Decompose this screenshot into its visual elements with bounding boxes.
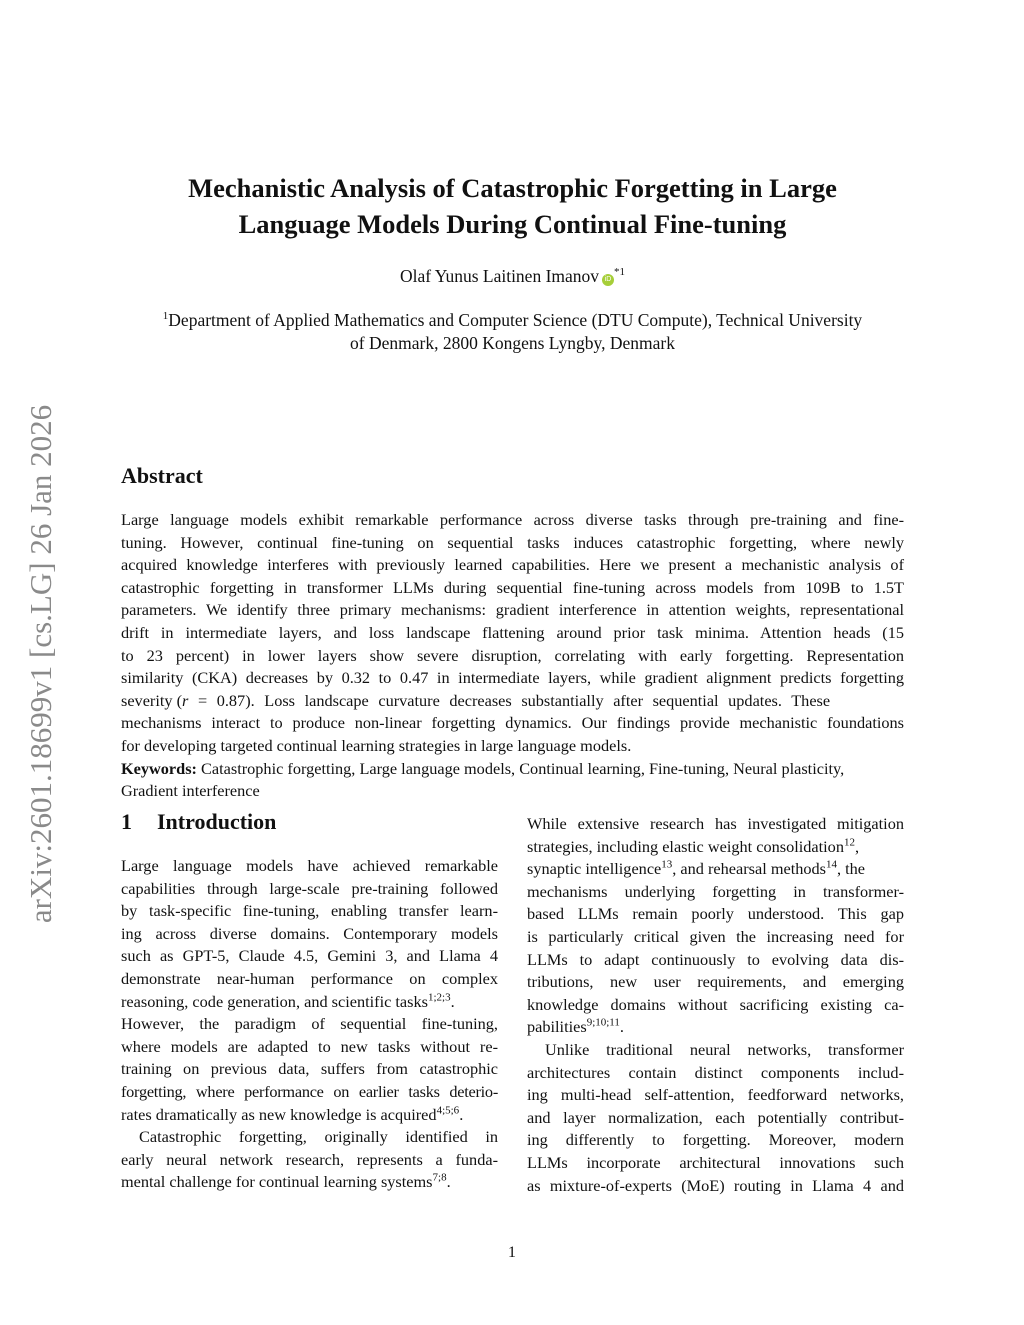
intro-right-column bbox=[527, 813, 904, 1197]
body-line bbox=[121, 1104, 498, 1127]
body-line: Unlike traditional neural networks, transformer bbox=[545, 1039, 904, 1059]
body-line: ing across diverse domains. Contemporary models bbox=[121, 923, 498, 943]
body-line: tributions, new user requirements, and emerging bbox=[527, 972, 904, 992]
section-title: Introduction bbox=[157, 809, 277, 834]
body-line: early neural network research, represents a funda- bbox=[121, 1149, 498, 1169]
abstract-line: to 23 percent) in lower layers show severe disruption, correlating with early forgetting. Representation bbox=[121, 645, 904, 665]
body-line: Large language models have achieved remarkable bbox=[121, 856, 498, 875]
keywords-label: Keywords: bbox=[121, 758, 197, 778]
author-marks: *1 bbox=[614, 266, 626, 279]
abstract-line: Large language models exhibit remarkable performance across diverse tasks through pre-training and fine- bbox=[121, 510, 904, 529]
section-number: 1 bbox=[121, 809, 132, 834]
page-number: 1 bbox=[507, 1242, 517, 1261]
body-text: reasoning, code generation, and scientific tasks bbox=[121, 991, 428, 1011]
affiliation-line: of Denmark, 2800 Kongens Lyngby, Denmark bbox=[350, 333, 675, 353]
body-line bbox=[527, 858, 904, 881]
body-text: . bbox=[446, 1172, 451, 1192]
body-line bbox=[527, 836, 904, 859]
body-text: strategies, including elastic weight consolidation bbox=[527, 836, 844, 856]
affiliation-line: Department of Applied Mathematics and Computer Science (DTU Compute), Technical University bbox=[168, 310, 863, 330]
abstract-line: drift in intermediate layers, and loss landscape flattening around prior task minima. Attention heads (15 bbox=[121, 622, 904, 642]
body-line: by task-specific fine-tuning, enabling transfer learn- bbox=[121, 901, 498, 921]
body-line: LLMs to adapt continuously to evolving data dis- bbox=[527, 949, 904, 969]
citation[interactable]: 4;5;6 bbox=[436, 1104, 460, 1117]
citation[interactable]: 12 bbox=[843, 836, 855, 849]
body-line: Catastrophic forgetting, originally identified in bbox=[139, 1127, 498, 1147]
body-line: knowledge domains without sacrificing existing ca- bbox=[527, 994, 904, 1014]
body-line bbox=[121, 1171, 498, 1194]
abstract-heading: Abstract bbox=[121, 463, 203, 488]
author-name: Olaf Yunus Laitinen Imanov bbox=[399, 266, 600, 286]
body-text: . bbox=[619, 1017, 624, 1037]
body-line: However, the paradigm of sequential fine-tuning, bbox=[121, 1014, 498, 1034]
body-line: where models are adapted to new tasks without re- bbox=[121, 1036, 498, 1056]
body-text: . bbox=[450, 991, 455, 1011]
abstract-line: acquired knowledge interferes with previously learned capabilities. Here we present a mechanistic analysis of bbox=[121, 555, 904, 575]
body-line: mechanisms underlying forgetting in transformer- bbox=[527, 881, 904, 901]
body-line: capabilities through large-scale pre-training followed bbox=[121, 878, 498, 898]
body-line: While extensive research has investigated mitigation bbox=[527, 814, 904, 833]
abstract-line: mechanisms interact to produce non-linear forgetting dynamics. Our findings provide mechanistic foundations bbox=[121, 713, 904, 733]
citation[interactable]: 13 bbox=[661, 858, 673, 871]
abstract-text: severity ( bbox=[121, 690, 183, 710]
body-line: demonstrate near-human performance on complex bbox=[121, 968, 498, 988]
orcid-icon[interactable]: iD bbox=[602, 274, 614, 286]
body-text: , and rehearsal methods bbox=[672, 859, 826, 879]
keywords-line bbox=[121, 758, 904, 781]
abstract-line: catastrophic forgetting in transformer LLMs during sequential fine-tuning across models from 109B to 1.5T bbox=[121, 577, 904, 597]
abstract-line: for developing targeted continual learning strategies in large language models. bbox=[121, 735, 632, 755]
body-text: . bbox=[459, 1104, 464, 1124]
body-text: mental challenge for continual learning systems bbox=[121, 1172, 433, 1192]
abstract-line: similarity (CKA) decreases by 0.32 to 0.47 in intermediate layers, while gradient alignment predicts forgetting bbox=[121, 668, 904, 688]
keywords-line: Gradient interference bbox=[121, 781, 260, 801]
citation[interactable]: 9;10;11 bbox=[586, 1016, 620, 1029]
body-text: , bbox=[854, 836, 860, 856]
paper-title bbox=[121, 170, 904, 242]
body-line: based LLMs remain poorly understood. This gap bbox=[527, 904, 904, 924]
body-line: ing multi-head self-attention, feedforward networks, bbox=[527, 1085, 904, 1105]
body-line: forgetting, where performance on earlier tasks deterio- bbox=[121, 1081, 498, 1101]
title-line: Language Models During Continual Fine-tuning bbox=[238, 209, 787, 239]
arxiv-identifier: arXiv:2601.18699v1 [cs.LG] 26 Jan 2026 bbox=[23, 404, 58, 924]
abstract-math: r bbox=[182, 690, 189, 710]
title-line: Mechanistic Analysis of Catastrophic Forgetting in Large bbox=[188, 173, 837, 203]
citation[interactable]: 14 bbox=[826, 858, 837, 871]
body-line: training on previous data, suffers from catastrophic bbox=[121, 1059, 498, 1079]
body-line: and layer normalization, each potentially contribut- bbox=[527, 1107, 904, 1127]
body-line: LLMs incorporate architectural innovations such bbox=[527, 1152, 904, 1172]
abstract-line bbox=[121, 690, 904, 713]
body-line: is particularly critical given the increasing need for bbox=[527, 926, 904, 946]
affiliation bbox=[121, 309, 904, 355]
body-line: architectures contain distinct components includ- bbox=[527, 1062, 904, 1082]
abstract-body bbox=[121, 509, 904, 803]
body-line: as mixture-of-experts (MoE) routing in Llama 4 and bbox=[527, 1175, 904, 1195]
affiliation-mark: 1 bbox=[162, 310, 169, 323]
author-line bbox=[121, 264, 904, 288]
body-line bbox=[527, 1016, 904, 1039]
body-text: pabilities bbox=[527, 1017, 587, 1037]
body-line bbox=[121, 991, 498, 1014]
citation[interactable]: 1;2;3 bbox=[427, 991, 451, 1004]
body-text: , the bbox=[837, 859, 866, 879]
abstract-text: = 0.87). Loss landscape curvature decreases substantially after sequential updates. These bbox=[188, 690, 831, 710]
abstract-line: parameters. We identify three primary mechanisms: gradient interference in attention weights, representational bbox=[121, 600, 904, 620]
citation[interactable]: 7;8 bbox=[432, 1171, 447, 1184]
intro-left-column bbox=[121, 855, 498, 1194]
abstract-line: tuning. However, continual fine-tuning on sequential tasks induces catastrophic forgetting, where newly bbox=[121, 532, 904, 552]
arxiv-sidebar-stamp bbox=[22, 372, 60, 956]
body-line: such as GPT-5, Claude 4.5, Gemini 3, and Llama 4 bbox=[121, 946, 498, 966]
body-text: rates dramatically as new knowledge is acquired bbox=[121, 1104, 437, 1124]
body-text: synaptic intelligence bbox=[527, 859, 662, 879]
body-line: ing differently to forgetting. Moreover, modern bbox=[527, 1130, 904, 1150]
section-heading-introduction bbox=[121, 808, 276, 836]
keywords-text: Catastrophic forgetting, Large language models, Continual learning, Fine-tuning, Neural plasticity, bbox=[196, 758, 845, 778]
